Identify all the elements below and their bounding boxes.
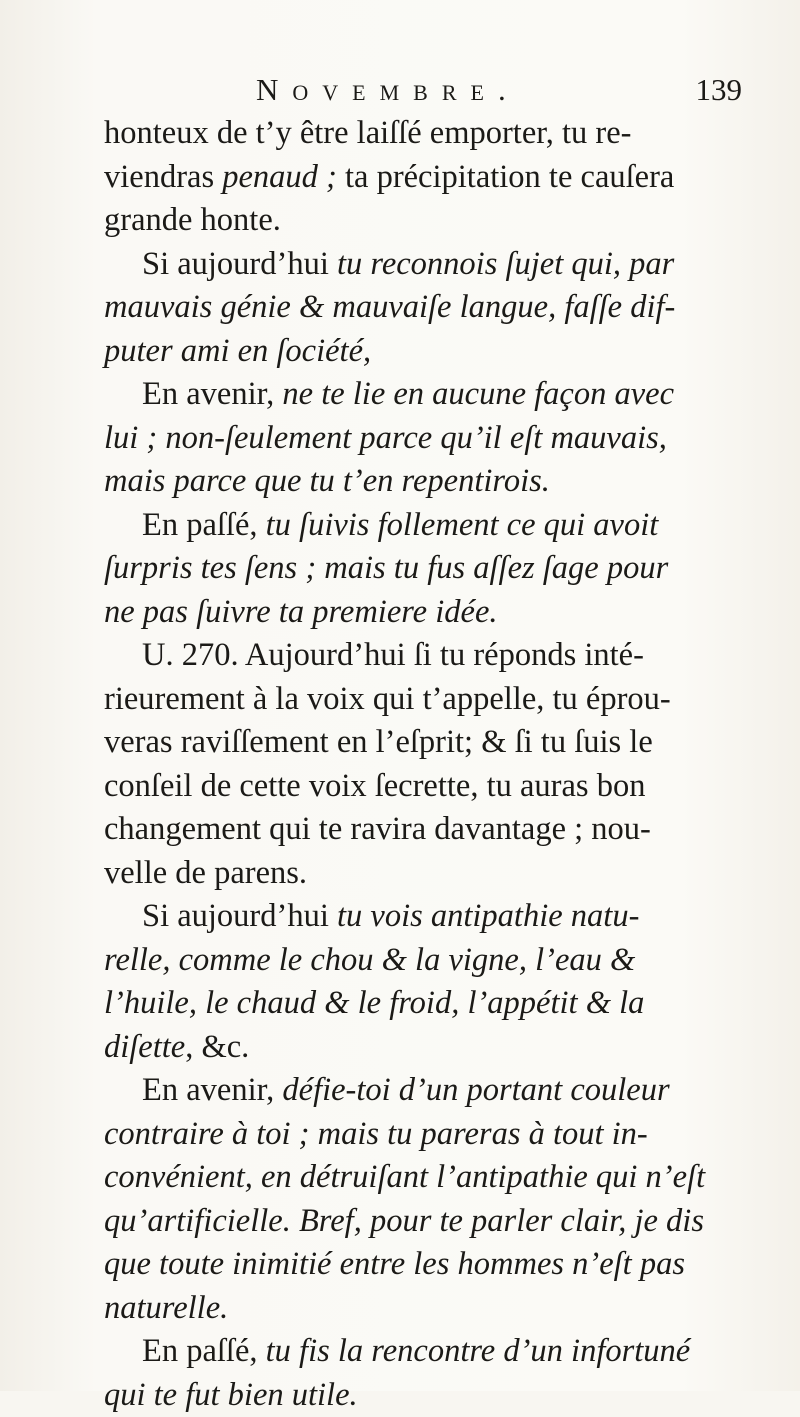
italic-text: qu’artificielle. Bref, pour te parler clair, je dis [104, 1203, 704, 1239]
roman-text: Si aujourd’hui [142, 898, 337, 934]
roman-text: En avenir, [142, 1072, 282, 1108]
text-line [104, 1026, 776, 1070]
body-text [104, 112, 776, 1417]
text-line [104, 852, 776, 896]
text-line [104, 765, 776, 809]
italic-text: mauvais génie & mauvaiſe langue, faſſe dif- [104, 289, 675, 325]
roman-text: , &c. [185, 1029, 249, 1065]
text-line [104, 1287, 776, 1331]
text-line [104, 939, 776, 983]
text-line [104, 460, 776, 504]
text-line [104, 286, 776, 330]
italic-text: ne te lie en aucune façon avec [282, 376, 674, 412]
text-line [104, 721, 776, 765]
roman-text: conſeil de cette voix ſecrette, tu auras bon [104, 768, 645, 804]
italic-text: tu reconnois ſujet qui, par [337, 246, 674, 282]
text-line [104, 1243, 776, 1287]
text-line [104, 504, 776, 548]
italic-text: lui ; non-ſeulement parce qu’il eſt mauvais, [104, 420, 667, 456]
roman-text: En avenir, [142, 376, 282, 412]
text-line [104, 1069, 776, 1113]
italic-text: que toute inimitié entre les hommes n’eſt pas [104, 1246, 685, 1282]
roman-text: changement qui te ravira davantage ; nou- [104, 811, 651, 847]
italic-text: tu ſuivis follement ce qui avoit [266, 507, 659, 543]
text-line [104, 1200, 776, 1244]
page-number: 139 [696, 72, 743, 108]
text-line [104, 591, 776, 635]
roman-text: U. 270. Aujourd’hui ſi tu réponds inté- [142, 637, 644, 673]
italic-text: naturelle. [104, 1290, 228, 1326]
roman-text: velle de parens. [104, 855, 307, 891]
italic-text: penaud ; [222, 159, 337, 195]
text-line [104, 895, 776, 939]
text-line [104, 1374, 776, 1417]
running-title: Novembre. [256, 72, 520, 108]
text-line [104, 373, 776, 417]
text-line [104, 417, 776, 461]
roman-text: En paſſé, [142, 1333, 266, 1369]
roman-text: Si aujourd’hui [142, 246, 337, 282]
italic-text: tu fis la rencontre d’un infortuné [266, 1333, 691, 1369]
text-line [104, 1330, 776, 1374]
italic-text: ſurpris tes ſens ; mais tu fus aſſez ſage pour [104, 550, 668, 586]
italic-text: tu vois antipathie natu- [337, 898, 639, 934]
text-line [104, 1156, 776, 1200]
roman-text: En paſſé, [142, 507, 266, 543]
text-line [104, 330, 776, 374]
italic-text: qui te fut bien utile. [104, 1377, 358, 1413]
roman-text: honteux de t’y être laiſſé emporter, tu re- [104, 115, 632, 151]
text-line [104, 243, 776, 287]
text-line [104, 982, 776, 1026]
text-line [104, 678, 776, 722]
running-head [104, 72, 772, 112]
text-line [104, 547, 776, 591]
italic-text: l’huile, le chaud & le froid, l’appétit & la [104, 985, 644, 1021]
italic-text: ne pas ſuivre ta premiere idée. [104, 594, 498, 630]
text-line [104, 634, 776, 678]
roman-text: viendras [104, 159, 222, 195]
text-line [104, 156, 776, 200]
italic-text: diſette [104, 1029, 185, 1065]
roman-text: grande honte. [104, 202, 281, 238]
roman-text: rieurement à la voix qui t’appelle, tu éprou- [104, 681, 671, 717]
italic-text: défie-toi d’un portant couleur [282, 1072, 669, 1108]
text-line [104, 1113, 776, 1157]
text-line [104, 808, 776, 852]
text-line [104, 199, 776, 243]
italic-text: convénient, en détruiſant l’antipathie qui n’eſt [104, 1159, 705, 1195]
italic-text: contraire à toi ; mais tu pareras à tout in- [104, 1116, 648, 1152]
italic-text: relle, comme le chou & la vigne, l’eau & [104, 942, 635, 978]
text-line [104, 112, 776, 156]
roman-text: veras raviſſement en l’eſprit; & ſi tu ſuis le [104, 724, 653, 760]
italic-text: puter ami en ſociété, [104, 333, 371, 369]
roman-text: ta précipitation te cauſera [337, 159, 674, 195]
italic-text: mais parce que tu t’en repentirois. [104, 463, 550, 499]
